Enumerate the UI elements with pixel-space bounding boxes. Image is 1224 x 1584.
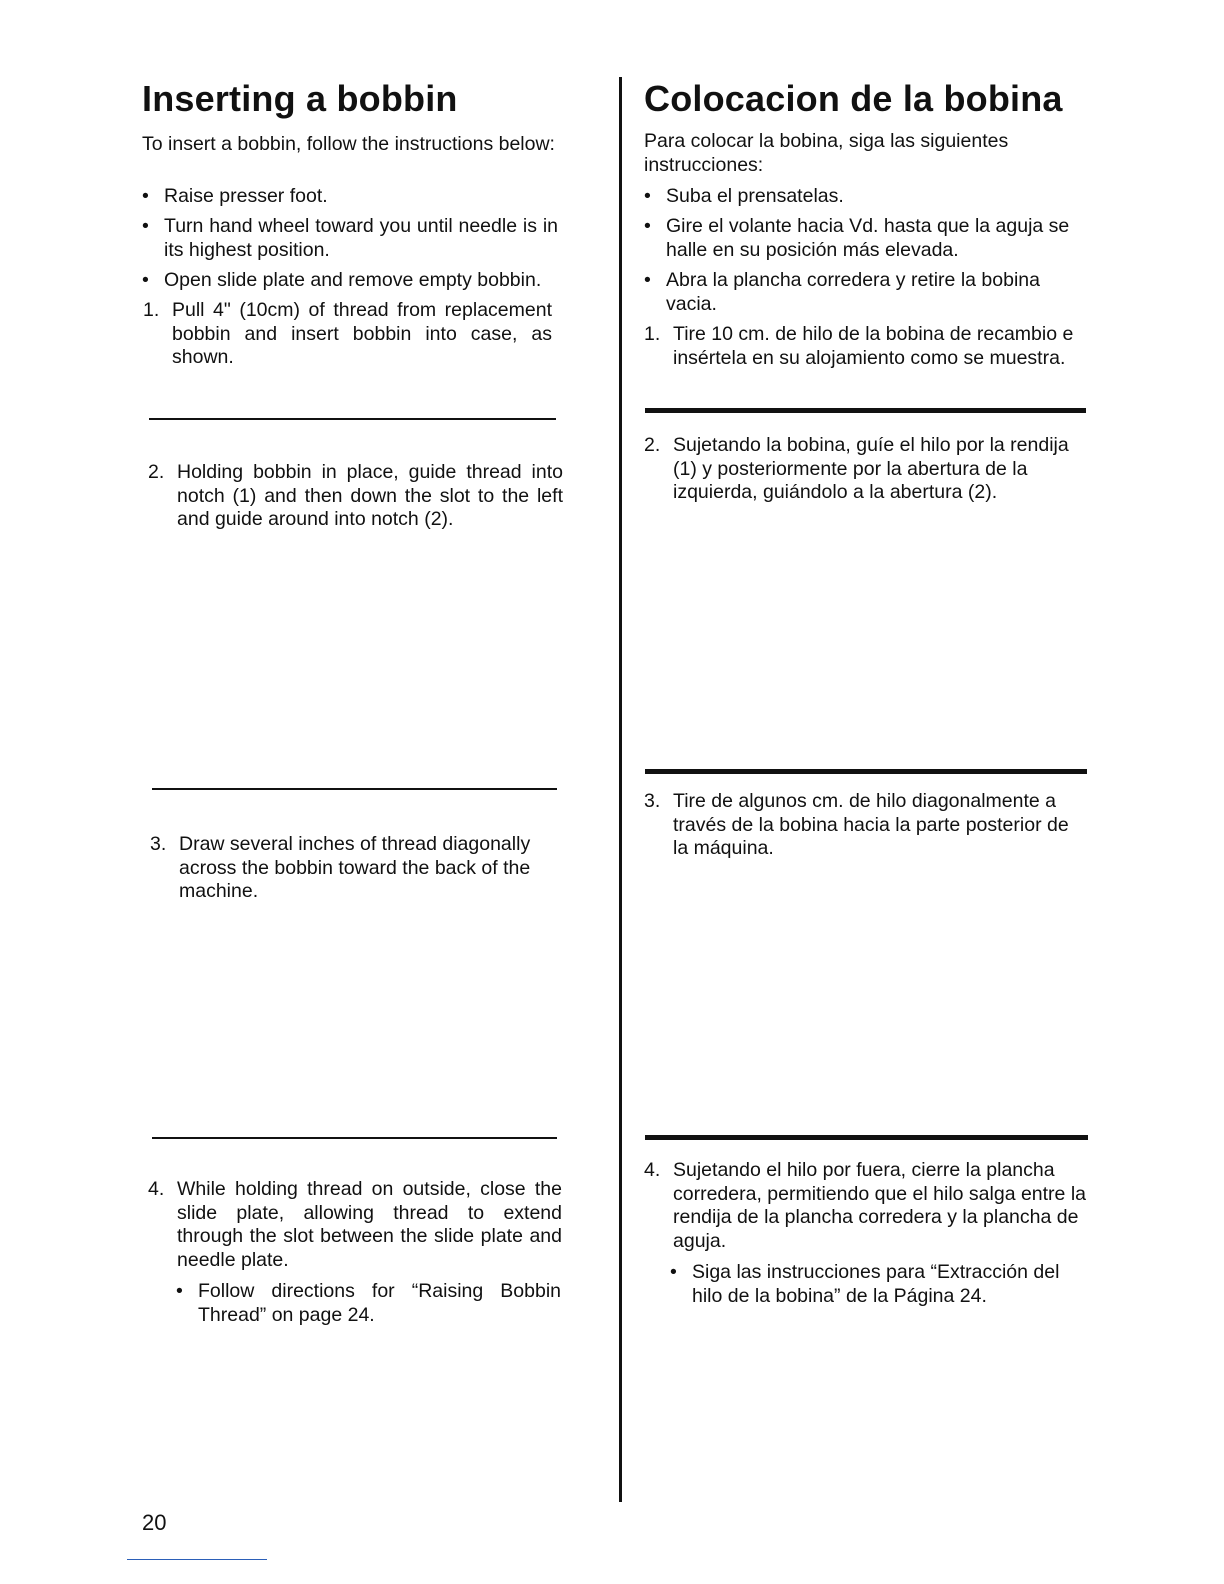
step-text: Tire de algunos cm. de hilo diagonalmente a través de la bobina hacia la parte posterior de la máquina. (673, 790, 1069, 859)
step-number: 1. (644, 323, 661, 345)
divider (152, 1137, 557, 1139)
divider (645, 1135, 1088, 1140)
bullet-icon: • (644, 215, 651, 237)
step-number: 4. (148, 1178, 165, 1200)
step-number: 2. (148, 461, 165, 483)
step-number: 3. (150, 833, 167, 855)
english-sub-bullet (176, 1280, 561, 1327)
english-step-1 (143, 299, 559, 370)
english-bullet-3 (142, 269, 562, 293)
footer-line (127, 1559, 267, 1560)
step-number: 4. (644, 1159, 661, 1181)
bullet-icon: • (142, 269, 149, 291)
bullet-icon: • (142, 215, 149, 237)
bullet-text: Open slide plate and remove empty bobbin. (164, 269, 542, 291)
step-number: 2. (644, 434, 661, 456)
spanish-bullet-3 (644, 269, 1084, 316)
english-step-2 (148, 461, 564, 532)
bullet-icon: • (142, 185, 149, 207)
english-bullet-1 (142, 185, 558, 209)
spanish-step-4 (644, 1159, 1089, 1253)
divider (149, 418, 556, 420)
bullet-text: Suba el prensatelas. (666, 185, 844, 207)
step-text: Pull 4" (10cm) of thread from replacement bobbin and insert bobbin into case, as shown. (172, 299, 552, 368)
spanish-step-1 (644, 323, 1089, 370)
english-step-4 (148, 1178, 564, 1272)
divider (645, 408, 1086, 413)
spanish-sub-bullet (670, 1261, 1070, 1308)
english-bullet-2 (142, 215, 558, 262)
spanish-step-3 (644, 790, 1089, 861)
step-text: Holding bobbin in place, guide thread into notch (1) and then down the slot to the left and guide around into notch (2). (177, 461, 563, 530)
bullet-icon: • (644, 185, 651, 207)
bullet-text: Turn hand wheel toward you until needle is in its highest position. (164, 215, 558, 261)
bullet-text: Abra la plancha corredera y retire la bobina vacia. (666, 269, 1040, 315)
spanish-bullet-1 (644, 185, 1084, 209)
english-step-3 (150, 833, 566, 904)
english-title: Inserting a bobbin (142, 78, 458, 119)
bullet-icon: • (176, 1280, 183, 1302)
spanish-step-2 (644, 434, 1089, 505)
step-text: Sujetando el hilo por fuera, cierre la plancha corredera, permitiendo que el hilo salga entre la rendija de la plancha corredera y la plancha de aguja. (673, 1159, 1086, 1252)
step-number: 3. (644, 790, 661, 812)
step-text: Sujetando la bobina, guíe el hilo por la rendija (1) y posteriormente por la abertura de la izquierda, guiándolo a la abertura (2). (673, 434, 1069, 503)
spanish-bullet-2 (644, 215, 1084, 262)
bullet-text: Gire el volante hacia Vd. hasta que la aguja se halle en su posición más elevada. (666, 215, 1070, 261)
step-number: 1. (143, 299, 160, 321)
divider (152, 788, 557, 790)
step-text: Tire 10 cm. de hilo de la bobina de recambio e insértela en su alojamiento como se muestra. (673, 323, 1074, 369)
bullet-icon: • (670, 1261, 677, 1283)
step-text: While holding thread on outside, close the slide plate, allowing thread to extend through the slot between the slide plate and needle plate. (177, 1178, 562, 1271)
english-intro: To insert a bobbin, follow the instructions below: (142, 133, 555, 155)
column-divider (619, 77, 622, 1502)
spanish-intro: Para colocar la bobina, siga las siguientes instrucciones: (644, 130, 1009, 176)
spanish-title: Colocacion de la bobina (644, 78, 1063, 119)
bullet-text: Follow directions for “Raising Bobbin Thread” on page 24. (198, 1280, 561, 1326)
step-text: Draw several inches of thread diagonally across the bobbin toward the back of the machine. (179, 833, 531, 902)
divider (645, 769, 1087, 774)
page-number: 20 (142, 1510, 167, 1535)
bullet-icon: • (644, 269, 651, 291)
bullet-text: Siga las instrucciones para “Extracción del hilo de la bobina” de la Página 24. (692, 1261, 1060, 1307)
bullet-text: Raise presser foot. (164, 185, 328, 207)
